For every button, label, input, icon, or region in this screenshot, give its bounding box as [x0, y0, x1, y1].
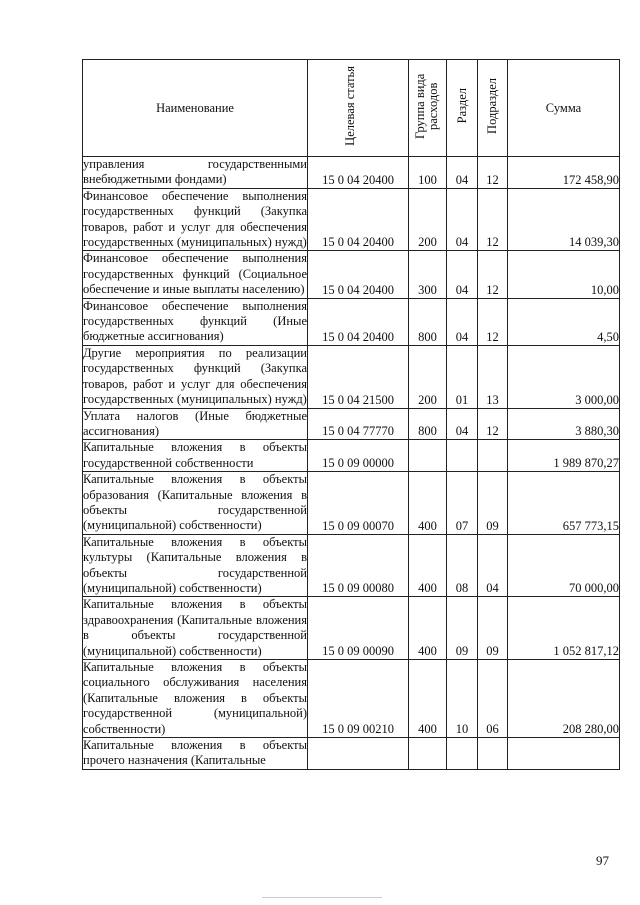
- cell-code: 15 0 09 00090: [308, 597, 409, 660]
- table-body: [83, 157, 620, 770]
- cell-amount: 3 000,00: [508, 345, 620, 408]
- cell-code: 15 0 04 20400: [308, 251, 409, 298]
- cell-code: 15 0 09 00000: [308, 440, 409, 472]
- cell-amount: [508, 738, 620, 770]
- cell-group: [409, 440, 447, 472]
- table-row: [83, 597, 620, 660]
- cell-code: 15 0 09 00080: [308, 534, 409, 597]
- cell-name: Финансовое обеспечение выполнения государственных функций (Закупка товаров, работ и услуг для обеспечения государственных (муниципальных) нужд): [83, 188, 307, 250]
- cell-subsection: [478, 440, 508, 472]
- table-row: [83, 157, 620, 189]
- cell-code: 15 0 04 21500: [308, 345, 409, 408]
- cell-name: Капитальные вложения в объекты государственной собственности: [83, 440, 307, 470]
- table-header: [83, 60, 620, 157]
- cell-subsection: 09: [478, 472, 508, 535]
- cell-code: 15 0 04 20400: [308, 157, 409, 189]
- cell-group: 200: [409, 345, 447, 408]
- cell-subsection: 13: [478, 345, 508, 408]
- cell-section: 08: [447, 534, 478, 597]
- cell-group: 800: [409, 298, 447, 345]
- table-row: [83, 298, 620, 345]
- cell-name: Капитальные вложения в объекты здравоохранения (Капитальные вложения в объекты государственной (муниципальной) собственности): [83, 597, 307, 658]
- cell-section: 07: [447, 472, 478, 535]
- cell-section: 04: [447, 157, 478, 189]
- cell-group: 300: [409, 251, 447, 298]
- table-row: [83, 534, 620, 597]
- cell-section: 04: [447, 188, 478, 251]
- cell-amount: 208 280,00: [508, 660, 620, 738]
- cell-name: Капитальные вложения в объекты прочего назначения (Капитальные: [83, 738, 307, 768]
- cell-amount: 1 052 817,12: [508, 597, 620, 660]
- cell-group: [409, 738, 447, 770]
- table-row: [83, 345, 620, 408]
- cell-amount: 3 880,30: [508, 408, 620, 440]
- cell-amount: 657 773,15: [508, 472, 620, 535]
- cell-subsection: 04: [478, 534, 508, 597]
- cell-subsection: 12: [478, 188, 508, 251]
- table-row: [83, 660, 620, 738]
- cell-code: 15 0 04 20400: [308, 188, 409, 251]
- cell-group: 400: [409, 660, 447, 738]
- cell-group: 400: [409, 534, 447, 597]
- cell-section: 01: [447, 345, 478, 408]
- cell-amount: 14 039,30: [508, 188, 620, 251]
- cell-subsection: 12: [478, 251, 508, 298]
- cell-name: управления государственными внебюджетными фондами): [83, 157, 307, 187]
- cell-group: 100: [409, 157, 447, 189]
- cell-subsection: 09: [478, 597, 508, 660]
- cell-amount: 70 000,00: [508, 534, 620, 597]
- cell-amount: 1 989 870,27: [508, 440, 620, 472]
- cell-code: [308, 738, 409, 770]
- cell-section: 04: [447, 408, 478, 440]
- cell-name: Финансовое обеспечение выполнения государственных функций (Иные бюджетные ассигнования): [83, 298, 307, 344]
- cell-name: Капитальные вложения в объекты образования (Капитальные вложения в объекты государственной (муниципальной) собственности): [83, 472, 307, 533]
- cell-group: 800: [409, 408, 447, 440]
- table-row: [83, 440, 620, 472]
- cell-amount: 10,00: [508, 251, 620, 298]
- cell-subsection: [478, 738, 508, 770]
- cell-group: 200: [409, 188, 447, 251]
- cell-section: 10: [447, 660, 478, 738]
- table-row: [83, 472, 620, 535]
- header-section: Раздел: [447, 60, 478, 157]
- header-group: Группа вида расходов: [409, 60, 447, 157]
- cell-subsection: 12: [478, 298, 508, 345]
- cell-subsection: 12: [478, 408, 508, 440]
- cell-amount: 4,50: [508, 298, 620, 345]
- footer-divider: [262, 897, 382, 898]
- cell-section: 09: [447, 597, 478, 660]
- cell-code: 15 0 09 00070: [308, 472, 409, 535]
- cell-name: Капитальные вложения в объекты культуры (Капитальные вложения в объекты государственной (муниципальной) собственности): [83, 534, 307, 595]
- table-row: [83, 408, 620, 440]
- cell-subsection: 06: [478, 660, 508, 738]
- header-target: Целевая статья: [308, 60, 409, 157]
- table-row: [83, 251, 620, 298]
- cell-name: Капитальные вложения в объекты социального обслуживания населения (Капитальные вложения в объекты государственной (муниципальной) собственности): [83, 660, 307, 736]
- cell-subsection: 12: [478, 157, 508, 189]
- budget-table: [82, 59, 620, 770]
- cell-name: Другие мероприятия по реализации государственных функций (Закупка товаров, работ и услуг для обеспечения государственных (муниципальных) нужд): [83, 345, 307, 407]
- cell-name: Финансовое обеспечение выполнения государственных функций (Социальное обеспечение и иные выплаты населению): [83, 251, 307, 297]
- cell-section: [447, 738, 478, 770]
- cell-name: Уплата налогов (Иные бюджетные ассигнования): [83, 408, 307, 438]
- cell-amount: 172 458,90: [508, 157, 620, 189]
- cell-group: 400: [409, 472, 447, 535]
- table-row: [83, 188, 620, 251]
- table-row: [83, 738, 620, 770]
- header-amount: Сумма: [508, 60, 620, 157]
- cell-group: 400: [409, 597, 447, 660]
- cell-code: 15 0 04 77770: [308, 408, 409, 440]
- cell-section: 04: [447, 251, 478, 298]
- header-name: Наименование: [83, 60, 308, 157]
- cell-section: 04: [447, 298, 478, 345]
- page-number: 97: [596, 853, 609, 868]
- header-subsection: Подраздел: [478, 60, 508, 157]
- cell-code: 15 0 04 20400: [308, 298, 409, 345]
- cell-code: 15 0 09 00210: [308, 660, 409, 738]
- cell-section: [447, 440, 478, 472]
